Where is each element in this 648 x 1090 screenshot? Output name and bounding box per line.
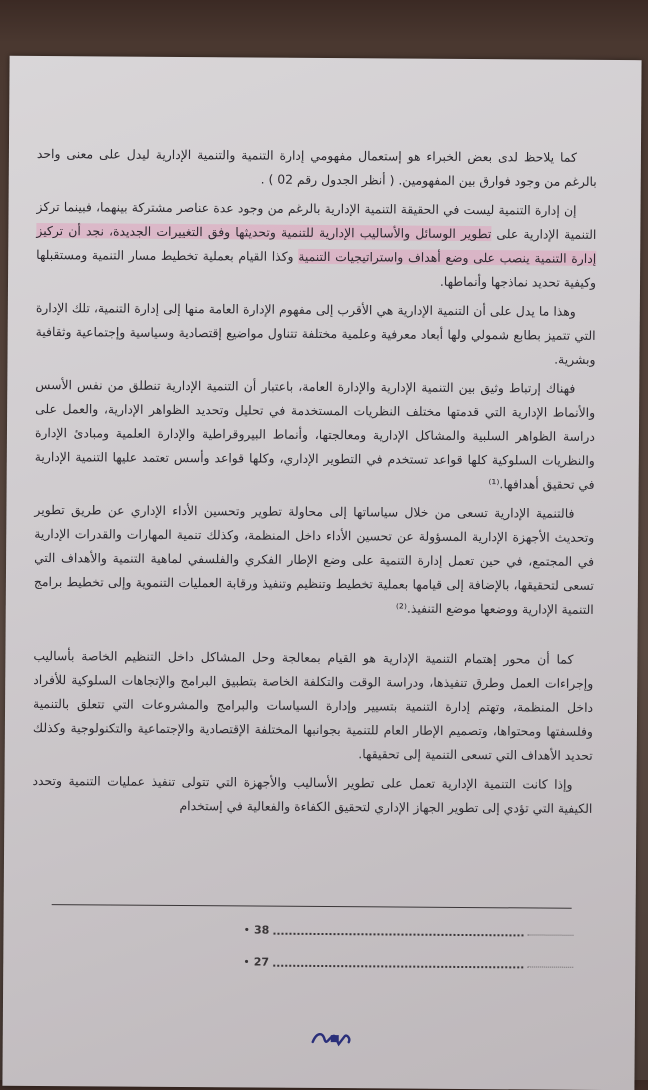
paragraph-2 [36,195,597,295]
paragraph-6: كما أن محور إهتمام التنمية الإدارية هو القيام بمعالجة وحل المشاكل داخل التنظيم الخاصة بأساليب وإجراءات العمل وطرق تنفيذها، ودراسة الوقت والتكلفة الخاصة بتطبيق البرامج والإتجاهات السلوكية للأفراد داخل المنظمة، وتهتم إدارة التنمية بتسيير وإدارة السياسات والبرامج والمشروعات التي تتعلق بالتنمية وفلسفتها ومحتواها، وتصميم الإطار العام للتنمية بجوانبها المختلفة الإقتصادية والإجتماعية والتكنولوجية وكذلك تحديد الأهداف التي تسعى التنمية إلى تحقيقها. [32,647,594,763]
document-page [2,56,641,1090]
folio-dots [273,958,523,968]
folio-label-line [527,960,573,967]
page-number-38 [243,923,573,938]
page-number-a: 38 [253,923,270,937]
body-text [32,142,597,821]
paragraph-4: فهناك إرتباط وثيق بين التنمية الإدارية والإدارة العامة، باعتبار أن التنمية الإدارية تنطلق من نفس الأسس والأنماط الإدارية التي قدمتها مختلف النظريات المستخدمة في تحليل وتحديد الظواهر الإدارية، والعمل على دراسة الظواهر السلبية والمشاكل الإدارية ومعالجتها، وأنماط البيروقراطية والإدارة العلمية ومبادئ الإدارة والنظريات السلوكية كلها قواعد تستخدم في التطوير الإداري، وكلها قواعد وأسس تعتمد عليها التنمية الإدارية في تحقيق أهدافها.⁽¹⁾ [34,376,596,492]
bullet-icon: • [243,923,251,937]
highlighted-text: تطوير الوسائل والأساليب الإدارية للتنمية وتحديثها وفق التغييرات الجديدة، نجد أن تركيز إدارة التنمية ينصب على وضع أهداف واستراتيجيات التنمية [36,222,597,266]
paragraph-2-text: إن إدارة التنمية ليست في الحقيقة التنمية الإدارية بالرغم من وجود عدة عناصر مشتركة بينهما، فبينما تركز التنمية الإدارية على تطوير الوسائل والأساليب الإدارية للتنمية وتحديثها وفق التغييرات الجديدة، نجد أن تركيز إدارة التنمية ينصب على وضع أهداف واستراتيجيات التنمية وكذا القيام بعملية تخطيط مسار التنمية ومستقبلها وكيفية تحديد نماذجها وأنماطها. [36,198,597,290]
footer-rule [52,904,572,909]
paragraph-5: فالتنمية الإدارية تسعى من خلال سياساتها إلى محاولة تطوير وتحسين الأداء الإداري عن طريق تطوير وتحديث الأجهزة الإدارية المسؤولة عن تحسين الأداء داخل المنظمة، وكذلك تنمية المهارات والقدرات الإدارية في المجتمع، في حين تعمل إدارة التنمية على وضع الإطار الفكري والفلسفي لماهية التنمية والأهداف التي تسعى لتحقيقها، بالإضافة إلى قيامها بعملية تخطيط وتنظيم وتنفيذ ورقابة العمليات التنموية وإلى تخطيط برامج التنمية الإدارية ووضعها موضع التنفيذ.⁽²⁾ [33,501,595,617]
page-number-27 [243,955,573,970]
paragraph-7: وإذا كانت التنمية الإدارية تعمل على تطوير الأساليب والأجهزة التي تتولى تنفيذ عمليات التنمية وتحدد الكيفية التي تؤدي إلى تطوير الجهاز الإداري لتحقيق الكفاءة والفعالية في إستخدام [32,772,593,816]
signature-mark-icon [309,1024,353,1052]
folio-dots [273,926,523,936]
folio-label-line [527,928,573,935]
bullet-icon: • [243,955,250,969]
paragraph-3: وهذا ما يدل على أن التنمية الإدارية هي الأقرب إلى مفهوم الإدارة العامة منها إلى إدارة التنمية، تلك الإدارة التي تتميز بطابع شمولي ولها أبعاد معرفية وعلمية مختلفة تتناول مواضيع إقتصادية وسياسية وإجتماعية وثقافية وبشرية. [35,299,596,367]
page-number-b: 27 [253,955,270,969]
paragraph-1: كما يلاحظ لدى بعض الخبراء هو إستعمال مفهومي إدارة التنمية والتنمية الإدارية ليدل على معنى واحد بالرغم من وجود فوارق بين المفهومين. ( أنظر الجدول رقم 02 ) . [36,145,597,189]
